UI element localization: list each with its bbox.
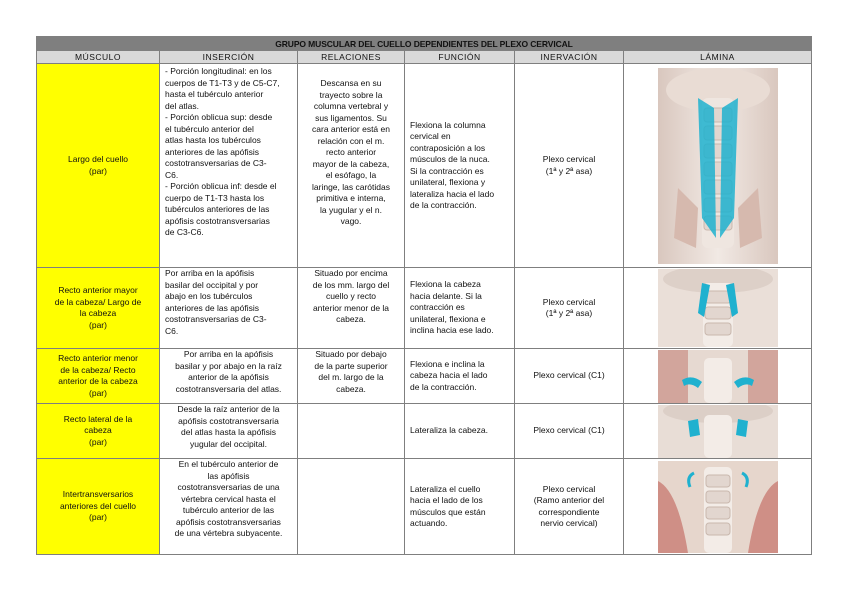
cell-line: laringe, las carótidas: [312, 181, 390, 192]
cell-line: Flexiona la columna: [410, 119, 486, 130]
lamina-cell: [624, 349, 812, 404]
insercion-cell: [160, 64, 298, 268]
anatomy-illustration-longus-capitis: [658, 269, 778, 347]
cell-line: Por arriba en la apófisis: [183, 349, 274, 359]
cell-line: Plexo cervical: [542, 483, 596, 494]
funcion-cell: [405, 64, 515, 268]
lamina-cell: [624, 459, 812, 555]
cell-line: (Ramo anterior del: [533, 495, 605, 505]
muscle-cell: [37, 404, 160, 459]
anatomy-illustration-rectus-capitis-anterior: [658, 350, 778, 403]
cell-line: primitiva e interna,: [316, 193, 386, 203]
cell-line: C6.: [165, 325, 179, 336]
cell-line: vértebra cervical hasta el: [181, 493, 276, 504]
cell-line: (par): [89, 512, 107, 523]
cell-line: tubérculo anterior de las: [182, 505, 275, 515]
cell-line: Desde la raíz anterior de la: [177, 404, 280, 414]
table-row: [37, 404, 812, 459]
cell-line: Por arriba en la apófisis: [165, 268, 255, 278]
cell-line: (par): [89, 165, 107, 176]
cell-line: Lateraliza el cuello: [410, 483, 481, 494]
lamina-cell: [624, 268, 812, 349]
cell-line: Plexo cervical: [542, 154, 596, 164]
inervacion-cell: [515, 459, 624, 555]
cell-line: anterior de la cabeza: [58, 376, 138, 386]
cell-line: cabeza hacia el lado: [410, 370, 488, 381]
cell-line: las apófisis: [207, 470, 250, 481]
funcion-cell: [405, 268, 515, 349]
header-inervacion: INERVACIÓN: [515, 51, 624, 64]
relaciones-cell: [298, 404, 405, 459]
cell-line: hacia delante. Si la: [410, 290, 482, 301]
cell-line: de la contracción.: [410, 381, 477, 392]
muscle-cell: [37, 459, 160, 555]
cell-line: Recto anterior mayor: [58, 285, 138, 295]
cell-line: del atlas.: [165, 100, 200, 111]
table-title: GRUPO MUSCULAR DEL CUELLO DEPENDIENTES DEL PLEXO CERVICAL: [37, 37, 812, 51]
inervacion-cell: [515, 268, 624, 349]
cell-line: abajo en los tubérculos: [165, 291, 253, 301]
cell-line: anteriores de las apófisis: [165, 146, 260, 157]
cell-line: Flexiona e inclina la: [410, 358, 485, 369]
cell-line: Situado por encima: [314, 268, 388, 278]
cell-line: tubérculos anteriores de las: [165, 204, 270, 214]
cell-line: costotransversarias de C3-: [165, 158, 267, 168]
cell-line: del atlas hasta la apófisis: [181, 427, 276, 437]
cell-line: basilar y por abajo en la raíz: [175, 360, 282, 371]
lamina-cell: [624, 404, 812, 459]
cell-line: unilateral, flexiona y: [410, 177, 486, 187]
cell-line: costotransversarias de una: [177, 482, 280, 492]
cell-line: Recto lateral de la: [63, 413, 133, 424]
cell-line: yugular del occipital.: [189, 438, 267, 449]
cell-line: relación con el m.: [317, 135, 385, 146]
inervacion-cell: [515, 404, 624, 459]
cell-line: contracción es: [410, 302, 465, 313]
anatomy-illustration-intertransversarii: [658, 461, 778, 553]
cell-line: músculos que están: [410, 506, 486, 517]
relaciones-cell: [298, 268, 405, 349]
cell-line: unilateral, flexiona e: [410, 313, 486, 324]
cell-line: columna vertebral y: [313, 101, 389, 111]
cell-line: la cabeza: [79, 308, 117, 318]
header-relaciones: RELACIONES: [298, 51, 405, 64]
inervacion-cell: [515, 64, 624, 268]
anatomy-illustration-rectus-capitis-lateralis: [658, 405, 778, 458]
cell-line: Lateraliza la cabeza.: [410, 425, 488, 436]
cell-line: hacia el lado de los: [410, 495, 483, 505]
cell-line: recto anterior: [325, 147, 377, 157]
anatomy-illustration-longus-colli: [658, 68, 778, 264]
cell-line: hasta el tubérculo anterior: [165, 89, 264, 99]
muscle-table: [36, 36, 812, 555]
cell-line: inclina hacia ese lado.: [410, 325, 494, 336]
cell-line: cabeza.: [336, 314, 366, 324]
cell-line: cara anterior está en: [312, 124, 390, 134]
cell-line: sus ligamentos. Su: [315, 112, 387, 123]
cell-line: cuerpo de T1-T3 hasta los: [165, 192, 265, 203]
insercion-cell: [160, 268, 298, 349]
cell-line: costotransversarias de C3-: [165, 314, 267, 324]
cell-line: - Porción oblicua inf: desde el: [165, 181, 277, 191]
cell-line: (par): [89, 436, 107, 447]
cell-line: (par): [89, 387, 107, 398]
cell-line: trayecto sobre la: [319, 89, 383, 100]
cell-line: apófisis costotransversarias: [165, 215, 270, 226]
cell-line: de la cabeza/ Largo de: [54, 296, 142, 307]
cell-line: el esófago, la: [325, 170, 377, 180]
cell-line: anteriores de las apófisis: [165, 302, 260, 313]
cell-line: Plexo cervical: [542, 296, 596, 307]
cell-line: atlas hasta los tubérculos: [165, 135, 261, 145]
funcion-cell: [405, 349, 515, 404]
relaciones-cell: [298, 459, 405, 555]
funcion-cell: [405, 459, 515, 555]
cell-line: de la contracción.: [410, 200, 477, 210]
cell-line: Recto anterior menor: [58, 353, 138, 363]
cell-line: anterior de la apófisis: [188, 372, 269, 382]
cell-line: de una vértebra subyacente.: [174, 528, 283, 538]
cell-line: cabeza: [84, 425, 112, 436]
cell-line: Plexo cervical (C1): [533, 370, 605, 381]
cell-line: la yugular y el n.: [320, 204, 382, 215]
cell-line: Si la contracción es: [410, 165, 484, 176]
relaciones-cell: [298, 349, 405, 404]
cell-line: Largo del cuello: [67, 154, 128, 164]
insercion-cell: [160, 349, 298, 404]
insercion-cell: [160, 404, 298, 459]
cell-line: correspondiente: [538, 506, 600, 517]
header-musculo: MÚSCULO: [37, 51, 160, 64]
muscle-cell: [37, 268, 160, 349]
insercion-cell: [160, 459, 298, 555]
inervacion-cell: [515, 349, 624, 404]
cell-line: de los mm. largo del: [312, 279, 390, 290]
cell-line: actuando.: [410, 518, 448, 528]
cell-line: músculos de la nuca.: [410, 154, 490, 164]
cell-line: cervical en: [410, 131, 451, 141]
cell-line: de la cabeza/ Recto: [60, 364, 136, 375]
cell-line: - Porción oblicua sup: desde: [165, 112, 273, 122]
cell-line: Descansa en su: [320, 78, 382, 88]
relaciones-cell: [298, 64, 405, 268]
cell-line: anterior menor de la: [312, 302, 390, 313]
table-row: [37, 268, 812, 349]
cell-line: apófisis costotransversarias: [176, 516, 281, 527]
cell-line: nervio cervical): [540, 518, 598, 528]
cell-line: (1ª y 2ª asa): [545, 165, 593, 176]
cell-line: apófisis costotransversaria: [178, 415, 279, 426]
muscle-cell: [37, 349, 160, 404]
cell-line: basilar del occipital y por: [165, 279, 259, 290]
cell-line: costotransversaria del atlas.: [175, 383, 282, 394]
header-insercion: INSERCIÓN: [160, 51, 298, 64]
cell-line: del m. largo de la: [318, 372, 384, 382]
cell-line: (1ª y 2ª asa): [545, 308, 593, 318]
lamina-cell: [624, 64, 812, 268]
cell-line: cabeza.: [336, 383, 366, 394]
table-row: [37, 64, 812, 268]
header-funcion: FUNCIÓN: [405, 51, 515, 64]
cell-line: lateraliza hacia el lado: [410, 188, 495, 199]
cell-line: (par): [89, 319, 107, 330]
cell-line: En el tubérculo anterior de: [178, 459, 279, 469]
cell-line: de la parte superior: [314, 360, 388, 371]
muscle-cell: [37, 64, 160, 268]
cell-line: cuerpos de T1-T3 y de C5-C7,: [165, 77, 280, 88]
cell-line: - Porción longitudinal: en los: [165, 66, 272, 76]
cell-line: C6.: [165, 169, 179, 180]
table-row: [37, 349, 812, 404]
cell-line: Flexiona la cabeza: [410, 279, 481, 290]
funcion-cell: [405, 404, 515, 459]
cell-line: Plexo cervical (C1): [533, 425, 605, 436]
cell-line: vago.: [340, 216, 362, 226]
cell-line: de C3-C6.: [165, 227, 204, 237]
cell-line: contraposición a los: [410, 142, 486, 153]
header-lamina: LÁMINA: [624, 51, 812, 64]
cell-line: Situado por debajo: [315, 349, 387, 359]
cell-line: Intertransversarios: [62, 489, 134, 500]
cell-line: cuello y recto: [325, 291, 377, 301]
cell-line: mayor de la cabeza,: [312, 158, 390, 169]
cell-line: anteriores del cuello: [59, 500, 137, 511]
table-row: [37, 459, 812, 555]
cell-line: el tubérculo anterior del: [165, 123, 254, 134]
